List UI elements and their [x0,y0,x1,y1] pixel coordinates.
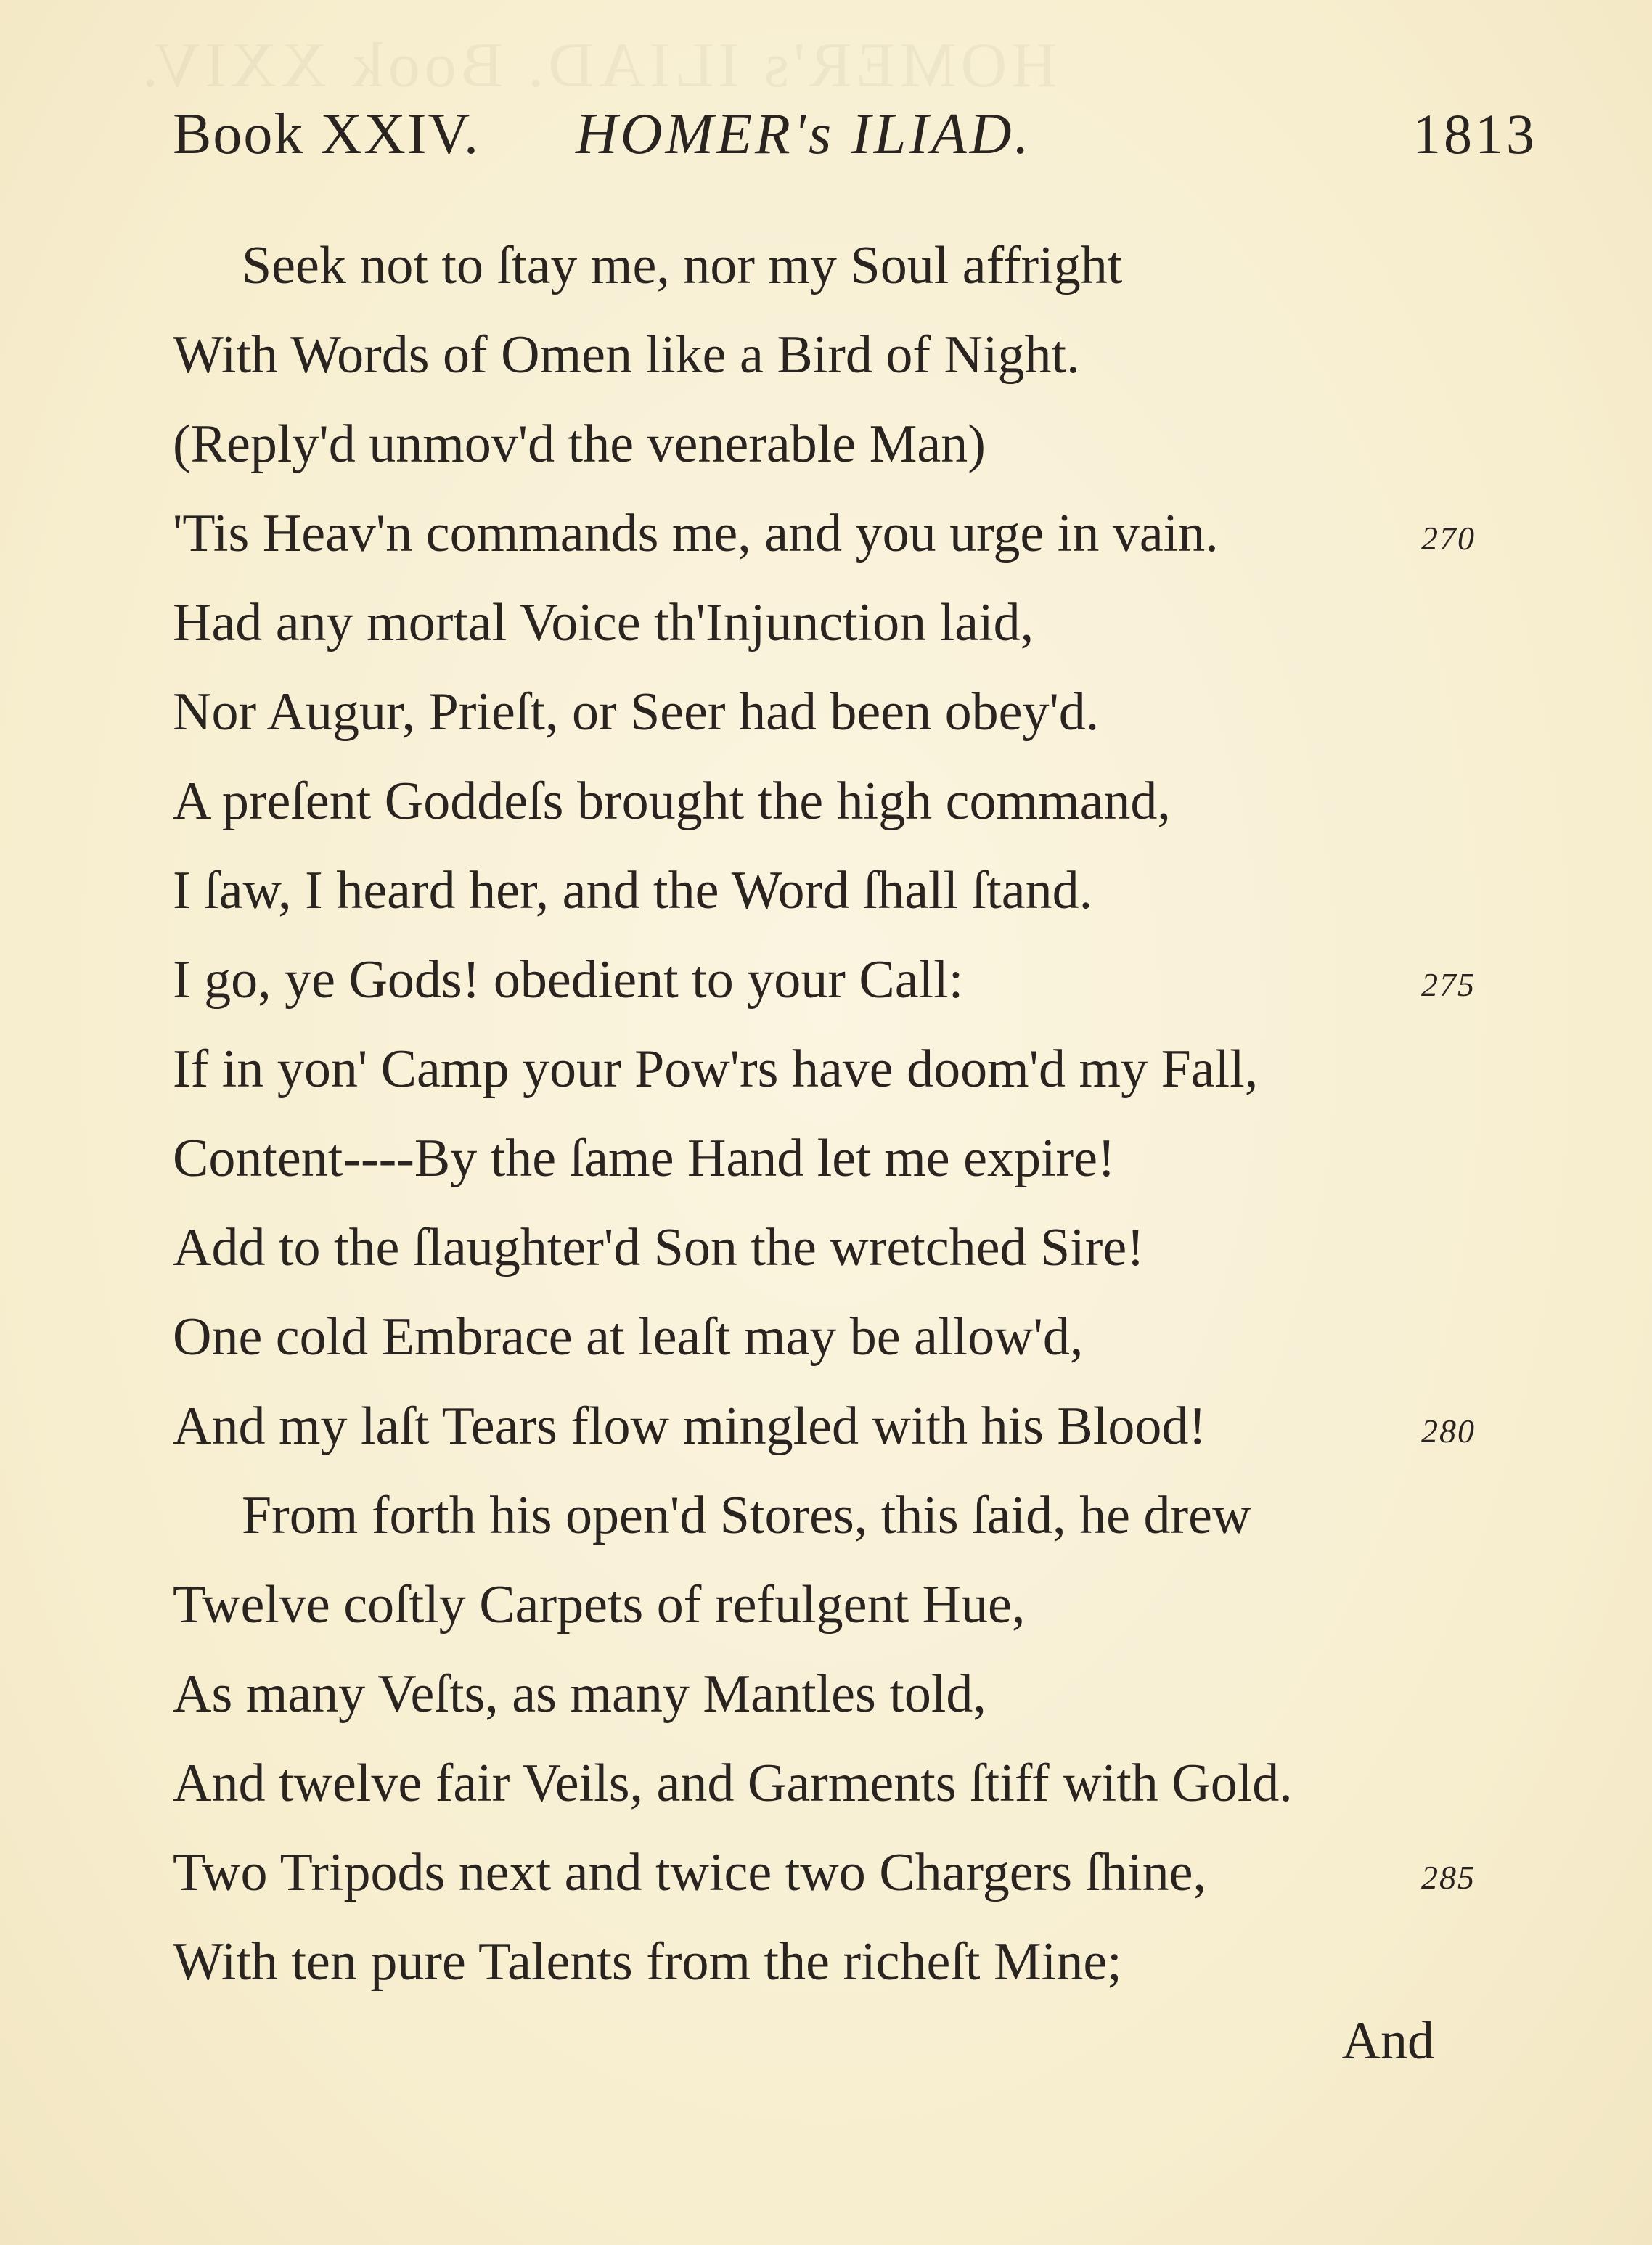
verse-line [173,1650,1479,1739]
running-header [173,102,1537,181]
book-word: Book [173,102,305,166]
verse-text: Nor Augur, Prieſt, or Seer had been obey'd. [173,682,1100,742]
verse-text: A preſent Goddeſs brought the high command, [173,772,1171,831]
verse-text: Twelve coſtly Carpets of refulgent Hue, [173,1575,1026,1635]
verse-text: I go, ye Gods! obedient to your Call: [173,950,964,1010]
verse-line [173,1114,1479,1203]
verse-line [173,1382,1479,1471]
running-title: HOMER's ILIAD. [576,102,1032,166]
verse-line [173,1293,1479,1382]
verse-line [173,757,1479,846]
verse-line [173,489,1479,578]
book-number: XXIV. [320,102,481,166]
verse-text: If in yon' Camp your Pow'rs have doom'd my Fall, [173,1039,1259,1099]
page-number: 1813 [1412,102,1537,165]
verse-line [173,221,1479,311]
verse-text: (Reply'd unmov'd the venerable Man) [173,414,986,474]
line-number: 285 [1421,1859,1476,1896]
verse-text: Content----By the ſame Hand let me expire! [173,1129,1116,1188]
verse-line [173,1918,1479,2007]
verse-text: As many Veſts, as many Mantles told, [173,1664,986,1724]
verse-text: Seek not to ſtay me, nor my Soul affright [242,236,1123,295]
verse-line [173,1203,1479,1293]
verse-text: With ten pure Talents from the richeſt Mine; [173,1932,1122,1992]
verse-line [173,668,1479,757]
verse-line [173,1739,1479,1828]
line-number: 275 [1421,966,1476,1003]
line-number: 280 [1421,1412,1476,1449]
verse-text: With Words of Omen like a Bird of Night. [173,325,1080,385]
verse-line [173,311,1479,400]
verse-line [173,578,1479,668]
verse-line [173,1828,1479,1918]
verse-line [173,1471,1479,1561]
verse-text: I ſaw, I heard her, and the Word ſhall ſtand. [173,861,1093,920]
verse-text: 'Tis Heav'n commands me, and you urge in vain. [173,504,1219,563]
verse-line [173,936,1479,1025]
verse-block [173,221,1479,2007]
verse-text: Add to the ſlaughter'd Son the wretched Sire! [173,1218,1145,1277]
verse-text: One cold Embrace at leaſt may be allow'd, [173,1307,1084,1367]
verse-text: Had any mortal Voice th'Injunction laid, [173,593,1034,653]
catchword: And [1341,2011,1434,2071]
verse-line [173,1025,1479,1114]
verse-text: And my laſt Tears flow mingled with his Blood! [173,1397,1206,1456]
verse-text: Two Tripods next and twice two Chargers ſhine, [173,1843,1206,1902]
verse-text: From forth his open'd Stores, this ſaid, he drew [242,1486,1251,1545]
show-through-text: HOMER's ILIAD. Book XXIV. [138,30,1058,101]
verse-text: And twelve fair Veils, and Garments ſtiff with Gold. [173,1754,1293,1813]
verse-line [173,846,1479,936]
line-number: 270 [1421,520,1476,557]
verse-line [173,1561,1479,1650]
verse-line [173,400,1479,489]
book-label [173,102,480,168]
